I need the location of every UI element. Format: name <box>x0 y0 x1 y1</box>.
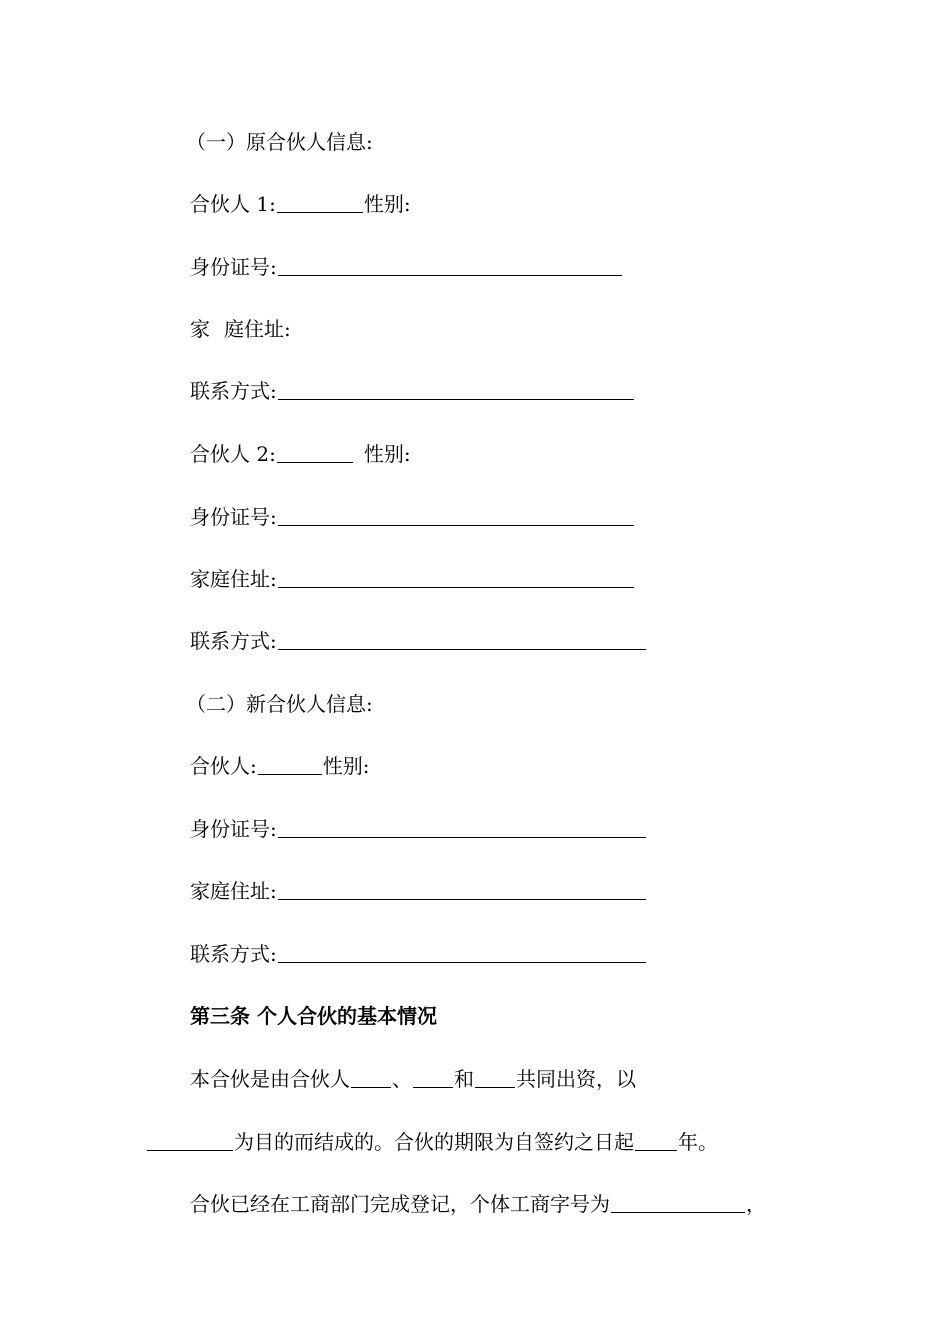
term-years-blank <box>635 1130 677 1151</box>
partner1-row: 合伙人 1: 性别: <box>190 192 411 216</box>
original-partners-heading: （一）原合伙人信息: <box>186 130 373 154</box>
partner1-name-blank <box>277 192 363 213</box>
partner2-address-row: 家庭住址: <box>190 565 635 593</box>
article3-paragraph-line3: 合伙已经在工商部门完成登记，个体工商字号为 ， <box>190 1192 766 1216</box>
partner2-contact-row: 联系方式: <box>190 627 647 655</box>
partner2-contact-blank <box>278 629 646 650</box>
article3-title: 第三条 个人合伙的基本情况 <box>190 1004 437 1028</box>
new-partner-id-row: 身份证号: <box>190 815 647 843</box>
partner1-address-row: 家 庭住址: <box>190 317 291 341</box>
new-partner-heading: （二）新合伙人信息: <box>186 692 373 716</box>
partner2-row: 合伙人 2: 性别: <box>190 442 411 466</box>
partner2-id-blank <box>278 505 634 526</box>
partner2-address-blank <box>278 567 634 588</box>
new-partner-row: 合伙人: 性别: <box>190 754 370 778</box>
business-name-blank <box>611 1192 745 1213</box>
contributor-blank-1 <box>351 1067 391 1088</box>
new-partner-contact-row: 联系方式: <box>190 940 647 968</box>
new-partner-name-blank <box>258 754 322 775</box>
article3-paragraph-line2: 为目的而结成的。合伙的期限为自签约之日起 年。 <box>146 1128 718 1156</box>
partner1-contact-blank <box>278 379 634 400</box>
partner1-id-row: 身份证号: <box>190 253 623 281</box>
partner1-id-blank <box>278 255 622 276</box>
new-partner-contact-blank <box>278 942 646 963</box>
contributor-blank-3 <box>475 1067 515 1088</box>
new-partner-address-row: 家庭住址: <box>190 877 647 905</box>
new-partner-id-blank <box>278 817 646 838</box>
partner2-name-blank <box>277 442 353 463</box>
partner2-id-row: 身份证号: <box>190 503 635 531</box>
partner1-contact-row: 联系方式: <box>190 377 635 405</box>
contributor-blank-2 <box>413 1067 453 1088</box>
new-partner-address-blank <box>278 879 646 900</box>
purpose-blank <box>147 1130 233 1151</box>
article3-paragraph-line1: 本合伙是由合伙人 、 和 共同出资，以 <box>190 1067 636 1091</box>
